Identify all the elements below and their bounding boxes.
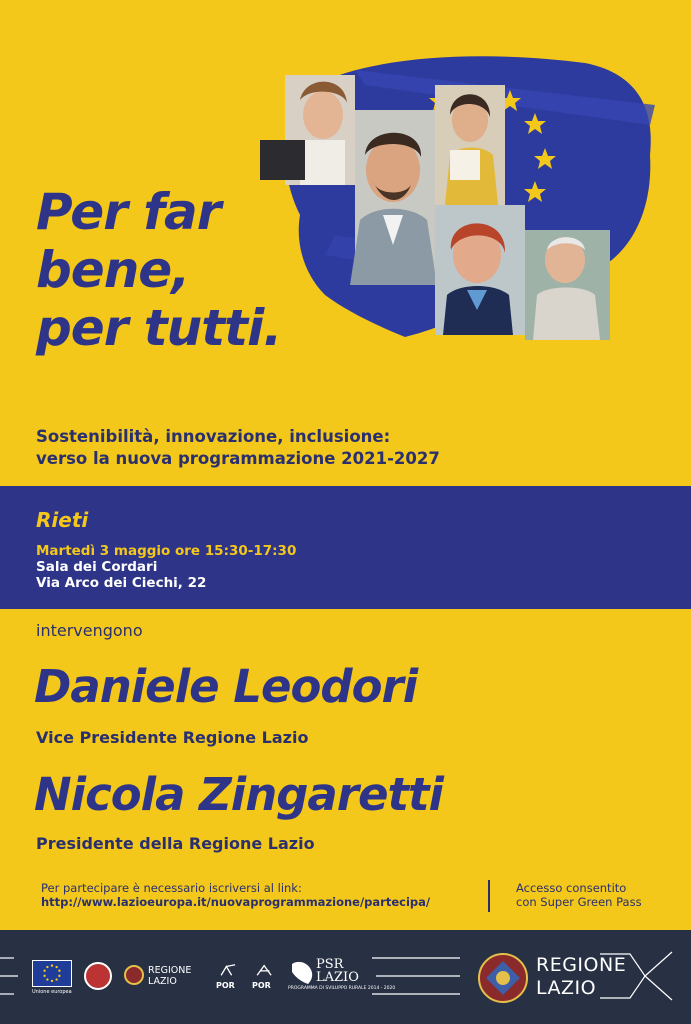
- vertical-divider: [488, 880, 490, 912]
- headline-line-1: Per far: [36, 183, 221, 241]
- psr-line-2: LAZIO: [316, 970, 359, 985]
- subheading-line-2: verso la nuova programmazione 2021-2027: [36, 449, 440, 468]
- eu-stars-icon: [33, 961, 71, 986]
- subheading: [36, 426, 636, 470]
- access-note-line-2: con Super Green Pass: [516, 895, 642, 909]
- headline-line-3: per tutti.: [36, 299, 282, 357]
- fse-logo: [252, 962, 278, 990]
- eu-flag-logo: [32, 960, 72, 987]
- event-city: Rieti: [36, 508, 89, 532]
- italian-republic-emblem-icon: [84, 962, 112, 990]
- main-logo-line-1: REGIONE: [536, 954, 627, 976]
- regione-lazio-main-logo-text: [536, 954, 626, 1000]
- event-date: Martedì 3 maggio ore 15:30-17:30: [36, 543, 297, 559]
- access-note-line-1: Accesso consentito: [516, 881, 627, 895]
- small-logo-line-1: REGIONE: [148, 965, 192, 976]
- event-venue: Sala dei Cordari: [36, 559, 158, 575]
- crest-graphic: [478, 953, 528, 1003]
- speakers-intro: intervengono: [36, 621, 143, 640]
- speaker-name-1: Daniele Leodori: [34, 660, 418, 713]
- headline-line-2: bene,: [36, 241, 190, 299]
- fesr-mark: POR: [216, 981, 235, 990]
- headline: [36, 183, 366, 357]
- main-logo-line-2: LAZIO: [536, 977, 597, 999]
- event-address: Via Arco dei Ciechi, 22: [36, 575, 207, 591]
- eu-label: Unione europea: [32, 989, 72, 995]
- small-logo-line-2: LAZIO: [148, 976, 177, 987]
- fesr-logo: [216, 962, 242, 990]
- subheading-line-1: Sostenibilità, innovazione, inclusione:: [36, 427, 391, 446]
- fse-figure-icon: [252, 963, 278, 977]
- regione-lazio-crest-icon: [478, 953, 528, 1003]
- regione-lazio-small-badge-icon: [124, 965, 144, 985]
- speaker-name-2: Nicola Zingaretti: [34, 768, 443, 821]
- registration-link[interactable]: http://www.lazioeuropa.it/nuovaprogrammazione/partecipa/: [41, 895, 431, 909]
- registration-text: Per partecipare è necessario iscriversi al link:: [41, 881, 302, 895]
- psr-subtitle: PROGRAMMA DI SVILUPPO RURALE 2014 - 2020: [288, 986, 396, 991]
- speaker-role-2: Presidente della Regione Lazio: [36, 834, 315, 853]
- regione-lazio-small-logo-text: [148, 965, 191, 987]
- psr-line-1: PSR: [316, 957, 344, 972]
- fse-mark: POR: [252, 981, 271, 990]
- speaker-role-1: Vice Presidente Regione Lazio: [36, 728, 309, 747]
- psr-lazio-title: [316, 958, 359, 984]
- fesr-figure-icon: [216, 963, 242, 977]
